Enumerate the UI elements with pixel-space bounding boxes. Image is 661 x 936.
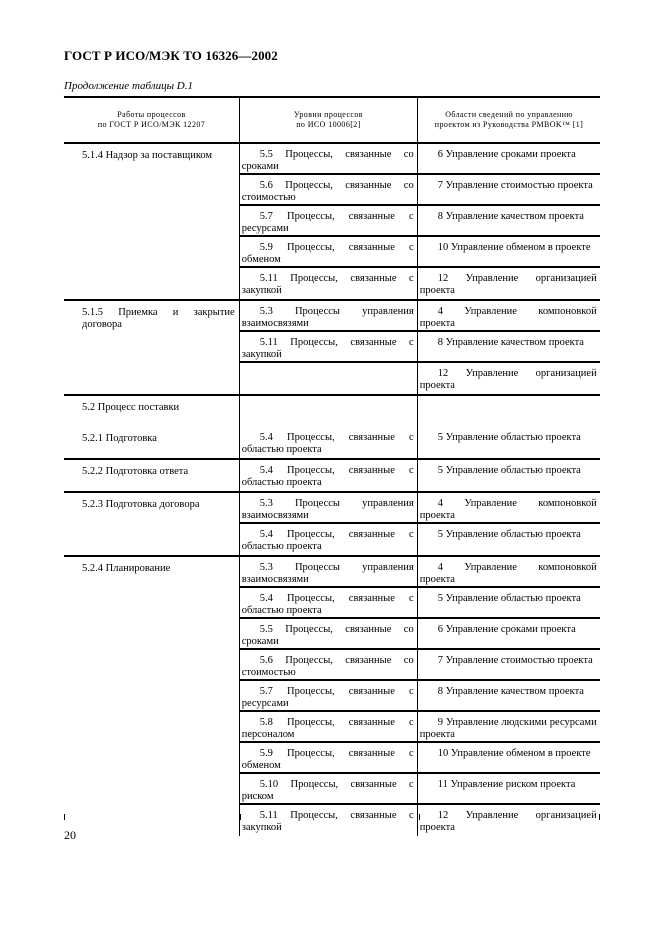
group-rows — [239, 493, 600, 555]
page-number: 20 — [64, 828, 76, 842]
process-level-cell: 5.3 Процессы управления взаимосвязями — [240, 301, 418, 330]
header-knowledge-areas: Области сведений по управлению проектом из Руководства PMBOK™ [1] — [434, 110, 584, 129]
table-row — [240, 268, 600, 299]
header-activities: Работы процессов по ГОСТ Р ИСО/МЭК 12207 — [97, 110, 206, 129]
activity-label: 5.2.2 Подготовка ответа — [82, 466, 189, 477]
table-row — [240, 619, 600, 650]
table-row — [240, 237, 600, 268]
knowledge-area-cell: 8 Управление качеством проекта — [437, 337, 584, 348]
activity-label: 5.2.1 Подготовка — [82, 433, 157, 444]
activity-cell — [64, 493, 239, 555]
table-group — [64, 427, 600, 460]
activity-cell — [64, 144, 239, 299]
knowledge-area-cell: 6 Управление сроками проекта — [437, 624, 576, 635]
knowledge-area-cell: 5 Управление областью проекта — [437, 465, 581, 476]
process-level-cell: 5.11 Процессы, связанные с закупкой — [240, 332, 418, 361]
process-level-cell: 5.11 Процессы, связанные с закупкой — [240, 805, 418, 836]
table-group — [64, 144, 600, 301]
section-heading-row — [64, 396, 600, 427]
table-row — [240, 427, 600, 458]
knowledge-area-cell: 8 Управление качеством проекта — [437, 686, 584, 697]
activity-label: 5.2.3 Подготовка договора — [82, 499, 200, 510]
process-level-cell: 5.8 Процессы, связанные с персоналом — [240, 712, 418, 741]
blank-cell — [239, 396, 419, 427]
process-level-cell: 5.7 Процессы, связанные с ресурсами — [240, 681, 418, 710]
process-level-cell: 5.10 Процессы, связанные с риском — [240, 774, 418, 803]
knowledge-area-cell: 5 Управление областью проекта — [437, 529, 581, 540]
knowledge-area-cell: 4 Управление компоновкой проекта — [419, 562, 597, 585]
table-row — [240, 524, 600, 555]
process-level-cell: 5.4 Процессы, связанные с областью проекта — [240, 427, 418, 458]
knowledge-area-cell: 11 Управление риском проекта — [437, 779, 576, 790]
process-level-cell: 5.6 Процессы, связанные со стоимостью — [240, 175, 418, 204]
process-level-cell: 5.11 Процессы, связанные с закупкой — [240, 268, 418, 299]
activity-cell — [64, 301, 239, 394]
table-row — [240, 805, 600, 836]
process-level-cell: 5.5 Процессы, связанные со сроками — [240, 144, 418, 173]
table-row — [240, 332, 600, 363]
table-header — [64, 98, 600, 144]
activity-cell — [64, 557, 239, 836]
process-level-cell: 5.9 Процессы, связанные с обменом — [240, 237, 418, 266]
table-col-divider-2 — [419, 814, 420, 820]
blank-cell — [418, 396, 600, 427]
document-title: ГОСТ Р ИСО/МЭК ТО 16326—2002 — [64, 48, 278, 63]
knowledge-area-cell: 12 Управление организацией проекта — [419, 273, 597, 296]
table-caption: Продолжение таблицы D.1 — [64, 80, 193, 92]
knowledge-area-cell: 9 Управление людскими ресурсами проекта — [419, 717, 597, 740]
knowledge-area-cell: 8 Управление качеством проекта — [437, 211, 584, 222]
process-level-cell — [240, 363, 418, 394]
table-body — [64, 144, 600, 836]
table-left-edge — [64, 814, 65, 820]
knowledge-area-cell: 7 Управление стоимостью проекта — [437, 655, 593, 666]
header-process-levels: Уровни процессов по ИСО 10006[2] — [239, 98, 418, 142]
knowledge-area-cell: 10 Управление обменом в проекте — [437, 242, 591, 253]
process-level-cell: 5.5 Процессы, связанные со сроками — [240, 619, 418, 648]
knowledge-area-cell: 4 Управление компоновкой проекта — [419, 306, 597, 329]
group-rows — [239, 427, 600, 458]
table-row — [240, 774, 600, 805]
table-right-edge — [599, 814, 600, 820]
table-row — [240, 175, 600, 206]
knowledge-area-cell: 12 Управление организацией проекта — [419, 810, 597, 833]
process-level-cell: 5.4 Процессы, связанные с областью проекта — [240, 524, 418, 555]
process-level-cell: 5.7 Процессы, связанные с ресурсами — [240, 206, 418, 235]
table-row — [240, 743, 600, 774]
activity-label: 5.1.4 Надзор за поставщиком — [82, 150, 213, 161]
table-row — [240, 557, 600, 588]
knowledge-area-cell: 7 Управление стоимостью проекта — [437, 180, 593, 191]
activity-cell — [64, 460, 239, 491]
knowledge-area-cell: 4 Управление компоновкой проекта — [419, 498, 597, 521]
process-level-cell: 5.4 Процессы, связанные с областью проекта — [240, 588, 418, 617]
knowledge-area-cell: 12 Управление организацией проекта — [419, 368, 597, 391]
knowledge-area-cell: 10 Управление обменом в проекте — [437, 748, 591, 759]
table-row — [240, 681, 600, 712]
table-row — [240, 363, 600, 394]
table-group — [64, 493, 600, 557]
table-row — [240, 493, 600, 524]
group-rows — [239, 301, 600, 394]
table-row — [240, 301, 600, 332]
table-group — [64, 557, 600, 836]
activity-cell — [64, 427, 239, 458]
group-rows — [239, 144, 600, 299]
table-row — [240, 588, 600, 619]
process-level-cell: 5.3 Процессы управления взаимосвязями — [240, 493, 418, 522]
table-row — [240, 206, 600, 237]
table-row — [240, 712, 600, 743]
mapping-table — [64, 96, 600, 836]
knowledge-area-cell: 5 Управление областью проекта — [437, 432, 581, 443]
group-rows — [239, 557, 600, 836]
activity-label: 5.1.5 Приемка и закрытие договора — [82, 307, 235, 330]
table-group — [64, 460, 600, 493]
process-level-cell: 5.9 Процессы, связанные с обменом — [240, 743, 418, 772]
process-level-cell: 5.3 Процессы управления взаимосвязями — [240, 557, 418, 586]
table-group — [64, 301, 600, 396]
activity-label: 5.2.4 Планирование — [82, 563, 171, 574]
process-level-cell: 5.4 Процессы, связанные с областью проекта — [240, 460, 418, 491]
knowledge-area-cell: 5 Управление областью проекта — [437, 593, 581, 604]
table-col-divider-1 — [240, 814, 241, 820]
section-heading: 5.2 Процесс поставки — [82, 402, 180, 413]
knowledge-area-cell: 6 Управление сроками проекта — [437, 149, 576, 160]
table-row — [240, 460, 600, 491]
table-row — [240, 144, 600, 175]
process-level-cell: 5.6 Процессы, связанные со стоимостью — [240, 650, 418, 679]
table-row — [240, 650, 600, 681]
group-rows — [239, 460, 600, 491]
